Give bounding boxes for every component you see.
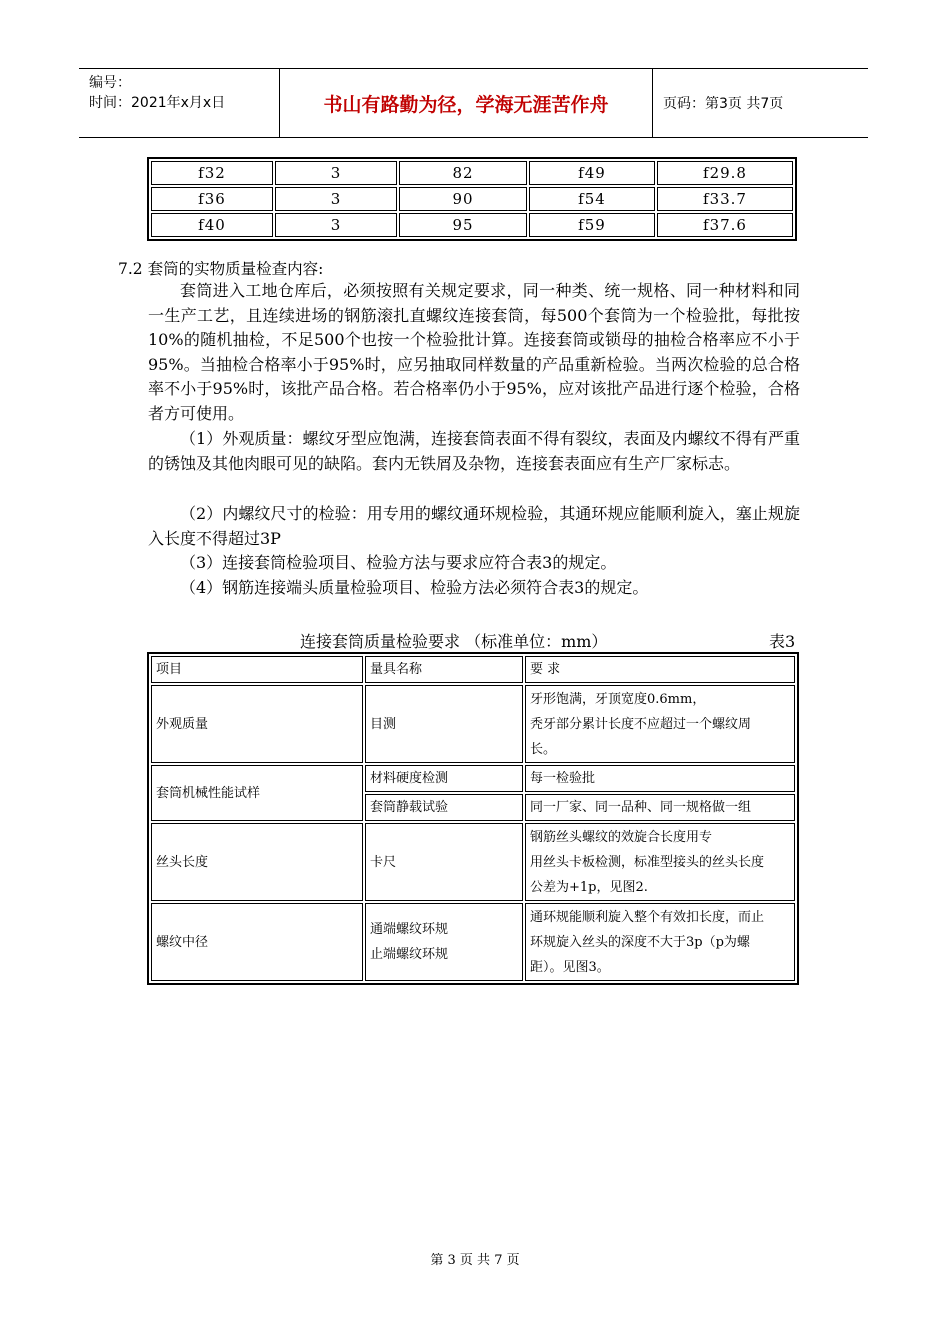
requirement-line: 用丝头卡板检测，标准型接头的丝头长度 [530, 854, 765, 870]
table-cell: 3 [275, 213, 397, 237]
table-row [151, 213, 793, 237]
table-cell: f59 [529, 213, 655, 237]
header-page-info: 页码：第3页 共7页 [663, 96, 784, 112]
paragraph-thread-size: （2）内螺纹尺寸的检验：用专用的螺纹通环规检验，其通环规应能顺利旋入，塞止规旋入长度不得超过3P [148, 504, 800, 548]
tool-cell: 材料硬度检测 [365, 765, 523, 792]
requirement-cell: 每一检验批 [525, 765, 795, 792]
paragraph-end-items: （4）钢筋连接端头质量检验项目、检验方法必须符合表3的规定。 [180, 578, 649, 597]
table-header-row [151, 656, 795, 683]
table-cell: f37.6 [657, 213, 793, 237]
table-cell: f40 [151, 213, 273, 237]
header-cell: 项目 [151, 656, 363, 683]
tool-line: 通端螺纹环规 [370, 922, 449, 937]
inspection-table [147, 652, 799, 985]
tool-cell [365, 903, 523, 981]
paragraph-sleeve-items: （3）连接套筒检验项目、检验方法与要求应符合表3的规定。 [180, 553, 617, 572]
table-cell: f54 [529, 187, 655, 211]
tool-cell: 目测 [365, 685, 523, 763]
requirement-line: 钢筋丝头螺纹的效旋合长度用专 [530, 829, 713, 845]
table-cell: 95 [399, 213, 527, 237]
table-cell: 3 [275, 161, 397, 185]
requirement-line: 通环规能顺利旋入整个有效扣长度，而止 [530, 909, 765, 925]
paragraph-appearance: （1）外观质量：螺纹牙型应饱满，连接套筒表面不得有裂纹，表面及内螺纹不得有严重的锈蚀及其他肉眼可见的缺陷。套内无铁屑及杂物，连接套表面应有生产厂家标志。 [148, 429, 800, 473]
requirement-cell: 同一厂家、同一品种、同一规格做一组 [525, 794, 795, 821]
item-cell: 螺纹中径 [151, 903, 363, 981]
requirement-line: 牙形饱满，牙顶宽度0.6mm， [530, 691, 706, 707]
requirement-cell [525, 903, 795, 981]
table-cell: 90 [399, 187, 527, 211]
item-cell: 套筒机械性能试样 [151, 765, 363, 821]
requirement-cell [525, 823, 795, 901]
item-cell: 丝头长度 [151, 823, 363, 901]
size-table [147, 157, 797, 241]
requirement-cell [525, 685, 795, 763]
requirement-line: 秃牙部分累计长度不应超过一个螺纹周 [530, 716, 752, 732]
header-meta [89, 73, 225, 113]
table-cell: f29.8 [657, 161, 793, 185]
requirement-line: 距）。见图3。 [530, 959, 610, 975]
table-row [151, 685, 795, 763]
table-cell: f36 [151, 187, 273, 211]
table-cell: f49 [529, 161, 655, 185]
table-row [151, 903, 795, 981]
header-motto: 书山有路勤为径，学海无涯苦作舟 [323, 93, 609, 116]
page-header [79, 68, 868, 138]
tool-line: 止端螺纹环规 [370, 947, 449, 962]
header-cell: 量具名称 [365, 656, 523, 683]
requirement-line: 公差为+1p，见图2. [530, 879, 648, 895]
table-number: 表3 [769, 632, 796, 651]
table-cell: 3 [275, 187, 397, 211]
page-footer: 第 3 页 共 7 页 [430, 1253, 520, 1268]
section-heading: 7.2 套筒的实物质量检查内容: [118, 260, 324, 278]
serial-number-label: 编号： [89, 75, 131, 91]
table-row [151, 765, 795, 792]
tool-cell: 卡尺 [365, 823, 523, 901]
table-row [151, 187, 793, 211]
table-cell: 82 [399, 161, 527, 185]
requirement-line: 环规旋入丝头的深度不大于3p（p为螺 [530, 934, 750, 950]
item-cell: 外观质量 [151, 685, 363, 763]
table-cell: f32 [151, 161, 273, 185]
table-cell: f33.7 [657, 187, 793, 211]
requirement-line: 长。 [530, 741, 557, 757]
table-row [151, 823, 795, 901]
table-caption: 连接套筒质量检验要求 （标准单位：mm） [300, 632, 608, 651]
table-row [151, 161, 793, 185]
tool-cell: 套筒静载试验 [365, 794, 523, 821]
header-cell: 要 求 [525, 656, 795, 683]
date-label: 时间：2021年x月x日 [89, 95, 226, 111]
paragraph-intro: 套筒进入工地仓库后，必须按照有关规定要求，同一种类、统一规格、同一种材料和同一生产工艺，且连续进场的钢筋滚扎直螺纹连接套筒，每500个套筒为一个检验批，每批按10%的随机抽检，不足500个也按一个检验批计算。连接套筒或锁母的抽检合格率应不小于95%。当抽检合格率小于95%时，应另抽取同样数量的产品重新检验。当两次检验的总合格率不小于95%时，该批产品合格。若合格率仍小于95%，应对该批产品进行逐个检验，合格者方可使用。 [148, 281, 800, 423]
header-divider [652, 69, 653, 137]
